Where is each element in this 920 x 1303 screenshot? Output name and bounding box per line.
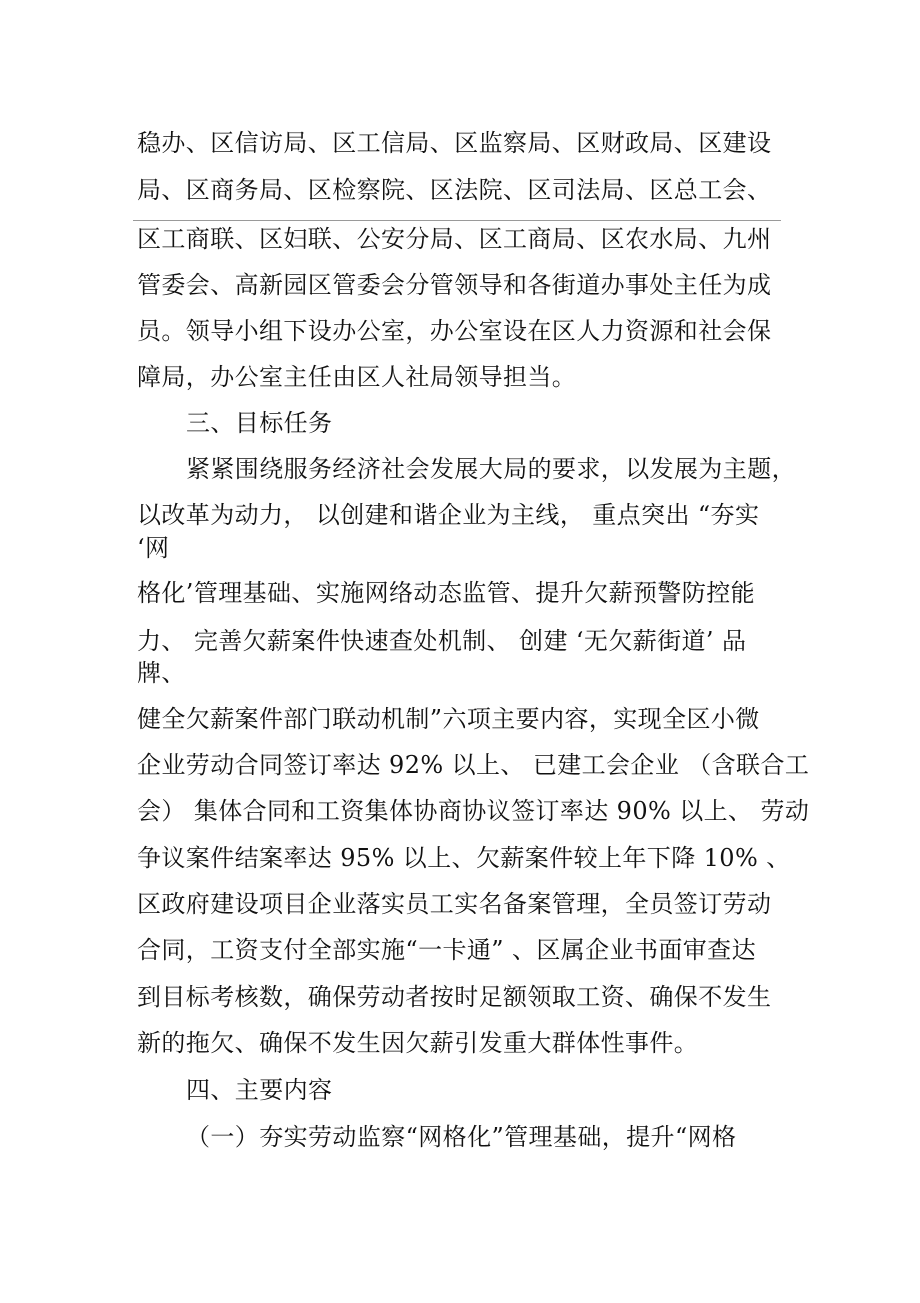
- text-line-9: 以改革为动力， 以创建和谐企业为主线， 重点突出 “夯实: [137, 501, 760, 529]
- section-heading-4: 四、主要内容: [186, 1076, 333, 1104]
- text-line-20: 到目标考核数，确保劳动者按时足额领取工资、确保不发生: [137, 983, 772, 1011]
- text-line-21: 新的拖欠、确保不发生因欠薪引发重大群体性事件。: [137, 1029, 699, 1057]
- subsection-heading-1: （一）夯实劳动监察“网格化”管理基础，提升“网格: [186, 1123, 737, 1151]
- page-divider: [133, 220, 781, 221]
- text-line-4: 管委会、高新园区管委会分管领导和各街道办事处主任为成: [137, 271, 772, 299]
- section-heading-3: 三、目标任务: [186, 409, 333, 437]
- text-line-10: ‘网: [137, 534, 170, 562]
- text-line-3: 区工商联、区妇联、公安分局、区工商局、区农水局、九州: [137, 225, 772, 253]
- text-line-5: 员。领导小组下设办公室，办公室设在区人力资源和社会保: [137, 317, 772, 345]
- text-line-14: 健全欠薪案件部门联动机制”六项主要内容，实现全区小微: [137, 705, 760, 733]
- text-line-8: 紧紧围绕服务经济社会发展大局的要求，以发展为主题，: [186, 455, 796, 483]
- text-line-6: 障局，办公室主任由区人社局领导担当。: [137, 363, 577, 391]
- text-line-18: 区政府建设项目企业落实员工实名备案管理，全员签订劳动: [137, 890, 772, 918]
- text-line-15: 企业劳动合同签订率达 92% 以上、 已建工会企业 （含联合工: [137, 751, 810, 779]
- text-line-11: 格化’管理基础、实施网络动态监管、提升欠薪预警防控能: [137, 579, 756, 607]
- text-line-19: 合同，工资支付全部实施“一卡通” 、区属企业书面审查达: [137, 936, 756, 964]
- text-line-16: 会） 集体合同和工资集体协商协议签订率达 90% 以上、 劳动: [137, 797, 810, 825]
- text-line-12: 力、 完善欠薪案件快速查处机制、 创建 ‘无欠薪街道’ 品: [137, 627, 747, 655]
- text-line-1: 稳办、区信访局、区工信局、区监察局、区财政局、区建设: [137, 129, 772, 157]
- text-line-13: 牌、: [137, 659, 186, 687]
- text-line-2: 局、区商务局、区检察院、区法院、区司法局、区总工会、: [137, 176, 772, 204]
- text-line-17: 争议案件结案率达 95% 以上、欠薪案件较上年下降 10% 、: [137, 844, 791, 872]
